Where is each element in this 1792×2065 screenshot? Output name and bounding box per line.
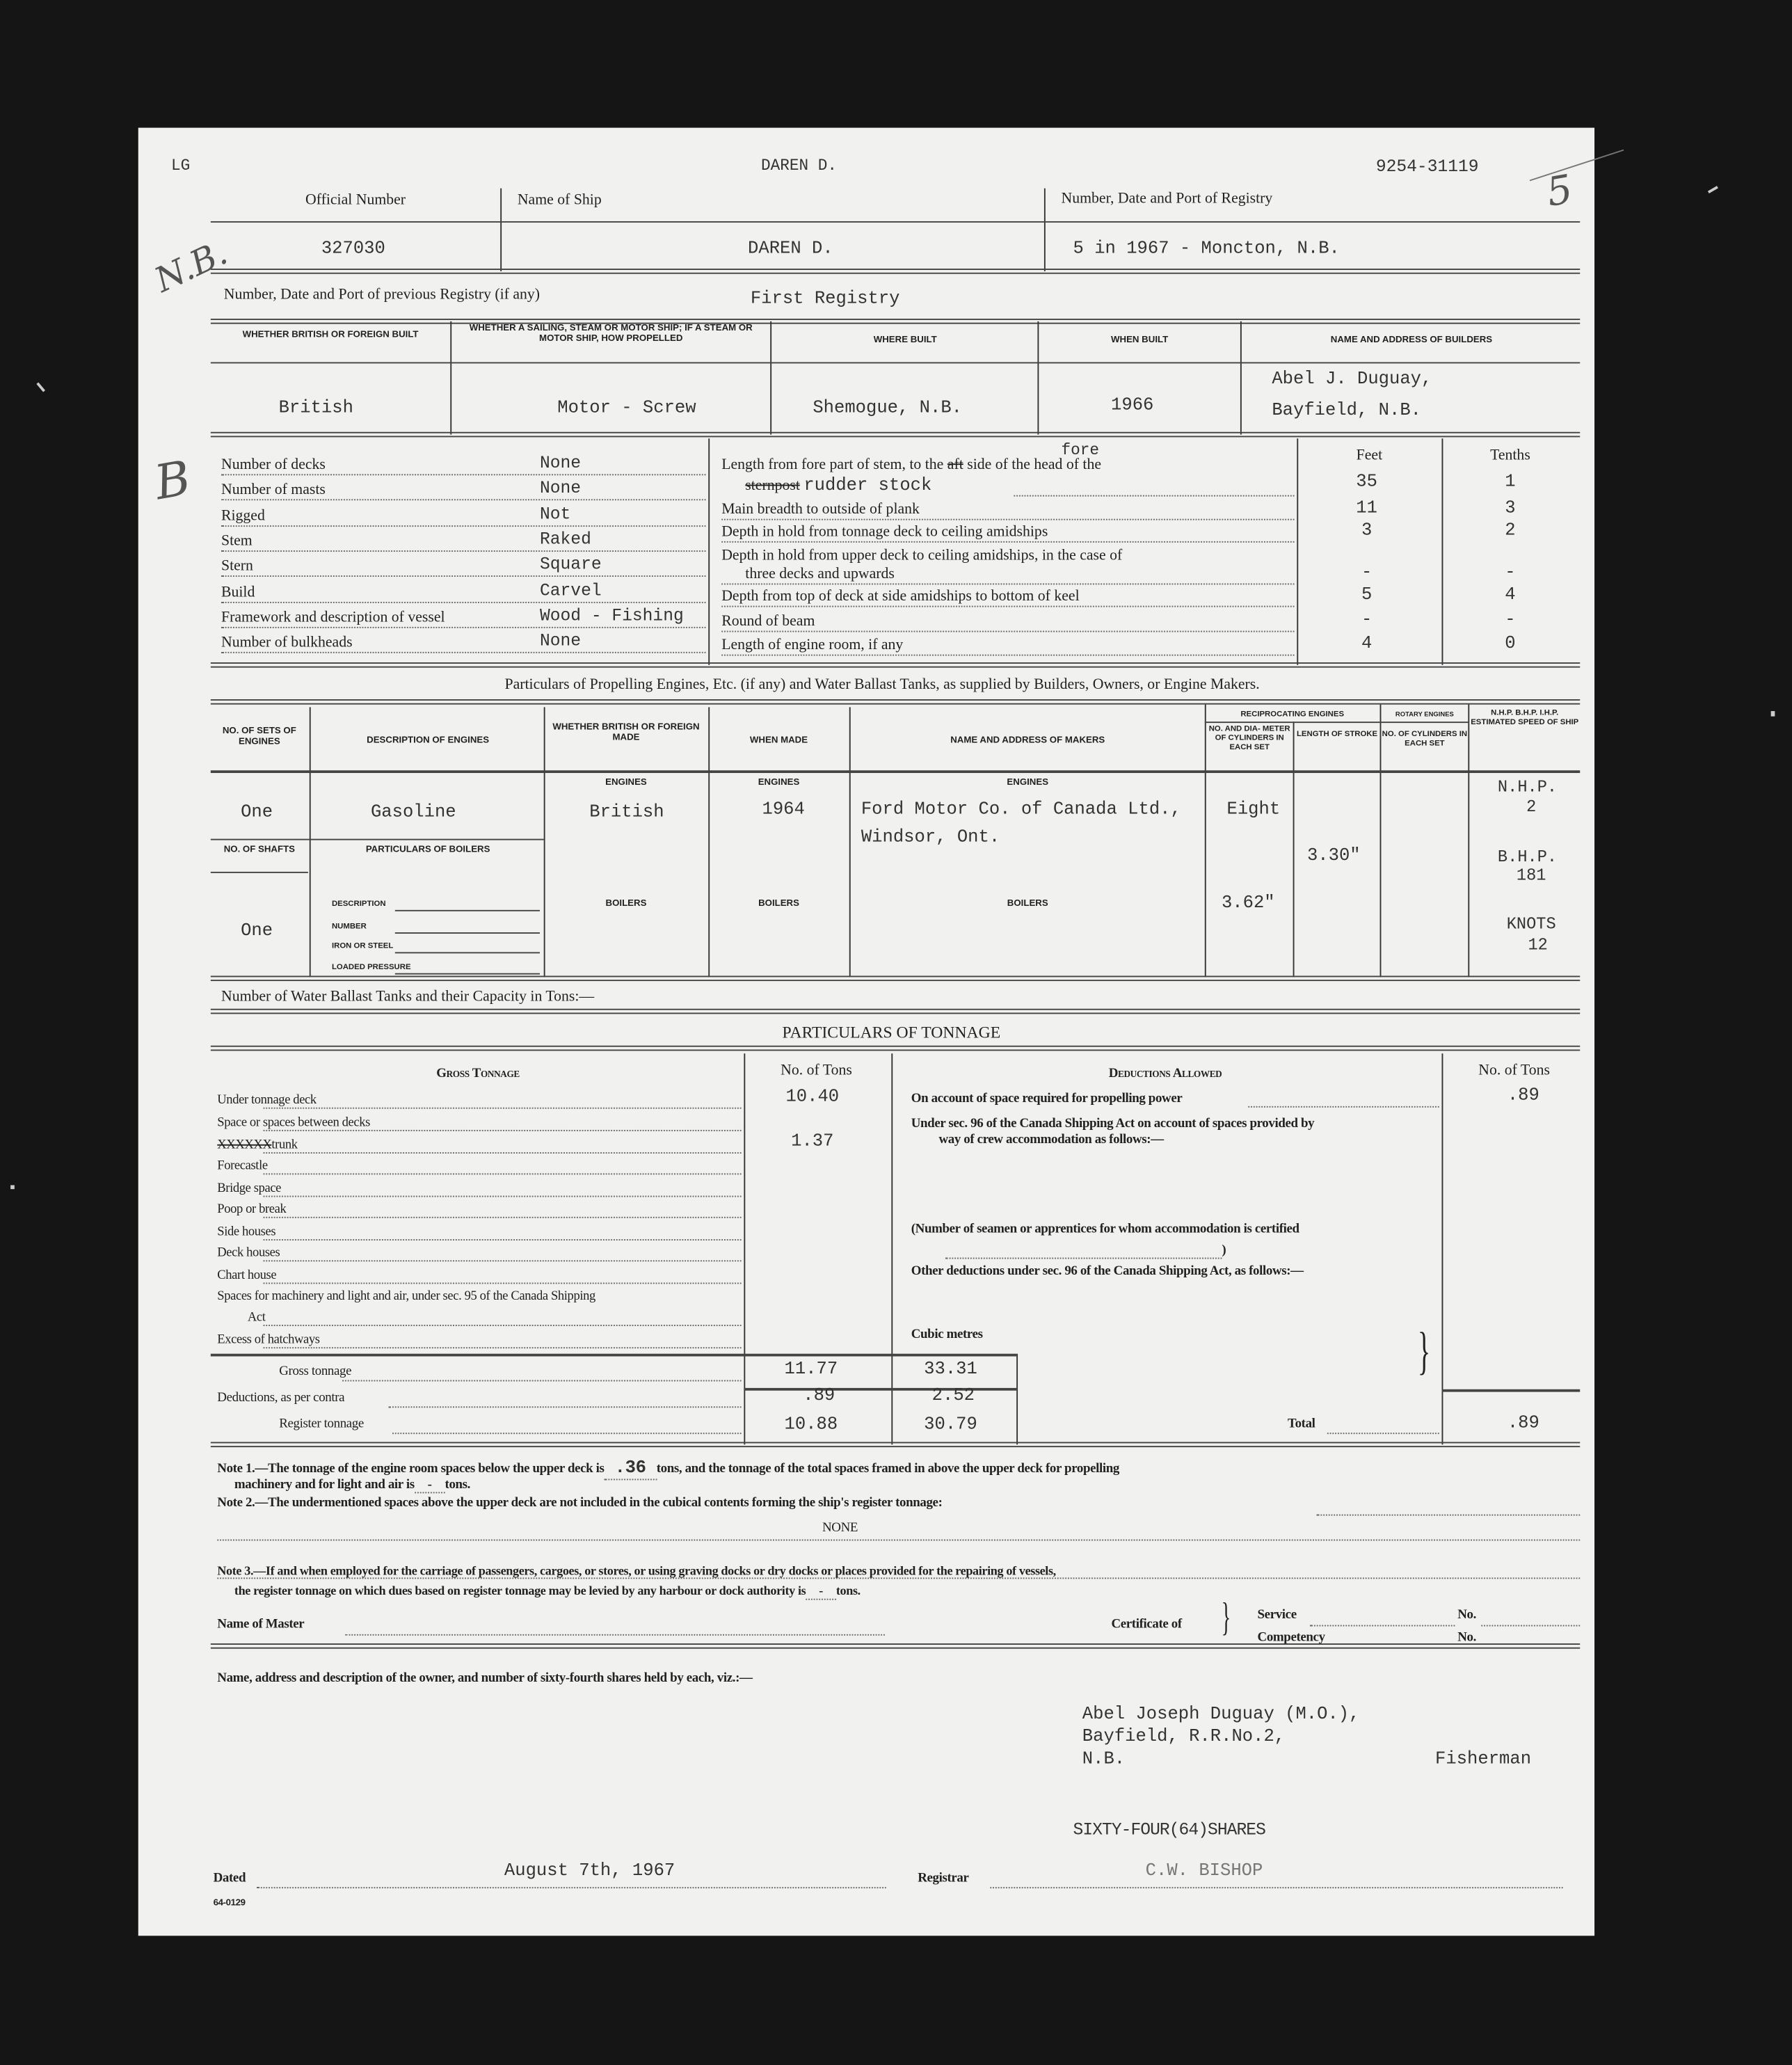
boilers-subheader: BOILERS (758, 899, 799, 909)
header-reciprocating: RECIPROCATING ENGINES (1240, 711, 1345, 719)
measurement-label-cont: three decks and upwards (745, 566, 895, 582)
file-number: 9254-31119 (1375, 157, 1479, 177)
stroke-length: 3.30" (1306, 847, 1361, 867)
measurement-label: Depth from top of deck at side amidships to bottom of keel (721, 589, 1080, 605)
owner-province: N.B. (1082, 1750, 1126, 1770)
gross-row-label: Under tonnage deck (217, 1092, 317, 1108)
measurement-tenths: 0 (1505, 635, 1516, 655)
measurement-tenths: - (1505, 564, 1516, 584)
measurement-tenths: 3 (1505, 499, 1516, 519)
cylinders: Eight (1226, 800, 1281, 821)
dotted-leader (264, 1196, 742, 1197)
header-shafts: NO. OF SHAFTS (223, 845, 296, 855)
dotted-leader (221, 575, 706, 577)
measurement-feet: - (1361, 611, 1373, 631)
gross-row-label: Chart house (217, 1268, 277, 1283)
length-label-2: sternpost rudder stock (745, 477, 932, 497)
note-3-cont: the register tonnage on which dues based on register tonnage may be levied by any harbour or dock authority is - tons. (234, 1584, 861, 1599)
particular-label: Stem (221, 533, 253, 550)
dotted-leader (264, 1108, 742, 1109)
gross-row-label: Excess of hatchways (217, 1332, 320, 1348)
dotted-leader (721, 631, 1294, 632)
registrar-label: Registrar (918, 1871, 969, 1886)
dotted-leader (221, 652, 706, 653)
knots-value: 12 (1528, 936, 1548, 955)
bhp-label: B.H.P. (1497, 847, 1558, 867)
engine-description: Gasoline (370, 803, 456, 823)
register-tons: 10.88 (784, 1415, 838, 1436)
other-deductions-label: Other deductions under sec. 96 of the Canada Shipping Act, as follows:— (911, 1263, 1304, 1279)
deductions-contra-label: Deductions, as per contra (217, 1390, 345, 1405)
dated-label: Dated (213, 1871, 246, 1886)
gross-row-label: Spaces for machinery and light and air, under sec. 95 of the Canada Shipping (217, 1289, 595, 1304)
boilers-subheader: BOILERS (1007, 899, 1048, 909)
engine-when-made: 1964 (762, 800, 805, 821)
particular-value: Square (540, 554, 602, 575)
measurement-label: Depth in hold from upper deck to ceiling amidships, in the case of (721, 548, 1123, 564)
cylinder-diameter: 3.62" (1221, 894, 1275, 914)
particular-label: Number of masts (221, 481, 326, 498)
dotted-leader (221, 627, 706, 628)
measurement-tenths: - (1505, 611, 1516, 631)
nhp-value: 2 (1526, 797, 1537, 817)
header-rotary-cylinders: NO. OF CYLINDERS IN EACH SET (1382, 731, 1468, 749)
header-description-engines: DESCRIPTION OF ENGINES (367, 736, 490, 746)
header-sets-of-engines: NO. OF SETS OF ENGINES (222, 726, 296, 747)
gross-row-label: trunk (271, 1138, 298, 1153)
register-tonnage-label: Register tonnage (279, 1417, 364, 1432)
boilers-subheader: BOILERS (605, 899, 647, 909)
builder-address: Bayfield, N.B. (1272, 401, 1422, 422)
crew-accommodation-label: Under sec. 96 of the Canada Shipping Act on account of spaces provided by (911, 1117, 1315, 1131)
official-number: 327030 (321, 239, 385, 260)
seamen-label: (Number of seamen or apprentices for whom accommodation is certified (911, 1222, 1299, 1237)
boiler-field-label: IRON OR STEEL (331, 943, 394, 951)
particular-value: None (540, 478, 582, 498)
gross-row-label: Poop or break (217, 1202, 287, 1217)
engines-subheader: ENGINES (758, 778, 800, 788)
gross-tonnage-row (217, 1245, 280, 1260)
boiler-field-label: NUMBER (331, 923, 367, 932)
note-1-cont: machinery and for light and air is - tons. (234, 1477, 471, 1492)
competency-label: Competency (1257, 1630, 1325, 1645)
dotted-leader (264, 1152, 742, 1154)
gross-row-label: Forecastle (217, 1158, 268, 1174)
header-when-made: WHEN MADE (749, 736, 808, 746)
dotted-leader (221, 550, 706, 552)
tons-header: No. of Tons (781, 1062, 852, 1079)
ship-name-header: DAREN D. (760, 157, 838, 175)
gross-tonnage-row (217, 1093, 317, 1108)
header-propulsion: WHETHER A SAILING, STEAM OR MOTOR SHIP; IF A STEAM OR MOTOR SHIP, HOW PROPELLED (469, 324, 753, 344)
previous-registry-value: First Registry (750, 289, 900, 310)
particular-value: Wood - Fishing (540, 605, 684, 626)
measurement-feet: 4 (1361, 635, 1373, 655)
measurement-label: Main breadth to outside of plank (721, 502, 920, 518)
maker-name: Ford Motor Co. of Canada Ltd., (861, 800, 1181, 821)
dotted-leader (264, 1130, 742, 1131)
engines-subheader: ENGINES (1007, 778, 1049, 788)
master-label: Name of Master (217, 1617, 305, 1632)
ship-name: DAREN D. (748, 239, 833, 260)
measurement-feet: - (1361, 564, 1373, 584)
pen-stroke (1530, 150, 1624, 182)
note-1: Note 1.—The tonnage of the engine room spaces below the upper deck is .36 tons, and the tonnage of the total spaces framed in above the upper deck for propelling (217, 1459, 1120, 1479)
engine-british-foreign: British (589, 803, 664, 823)
header-when-built: WHEN BUILT (1111, 335, 1169, 345)
gross-row-label: Space or spaces between decks (217, 1115, 370, 1130)
shafts-value: One (241, 921, 273, 942)
propelling-power-value: .89 (1507, 1086, 1539, 1106)
knots-label: KNOTS (1506, 915, 1556, 934)
measurement-tenths: 4 (1505, 586, 1516, 606)
measurement-feet: 11 (1356, 499, 1377, 519)
gross-tonnage-row (217, 1289, 595, 1304)
gross-tonnage-row (217, 1332, 319, 1347)
tenths-header: Tenths (1490, 447, 1530, 464)
engine-sets: One (241, 803, 273, 823)
boiler-field-label: LOADED PRESSURE (331, 964, 411, 972)
dotted-leader (264, 1347, 742, 1348)
dated-value: August 7th, 1967 (504, 1862, 675, 1882)
crew-accommodation-label-2: way of crew accommodation as follows:— (938, 1132, 1164, 1147)
measurement-tenths: 2 (1505, 521, 1516, 541)
owner-name: Abel Joseph Duguay (M.O.), (1082, 1705, 1360, 1725)
header-builders: NAME AND ADDRESS OF BUILDERS (1330, 335, 1493, 345)
dotted-leader (721, 606, 1294, 607)
dotted-leader (264, 1239, 742, 1241)
propelling-power-label: On account of space required for propelling power (911, 1092, 1183, 1106)
registrar-value: C.W. BISHOP (1145, 1862, 1263, 1882)
boiler-field-line (395, 952, 540, 953)
struck-text: XXXXXX (217, 1138, 272, 1153)
gross-row-label-cont: Act (247, 1310, 266, 1325)
maker-address: Windsor, Ont. (861, 828, 1000, 848)
owner-address: Bayfield, R.R.No.2, (1082, 1728, 1286, 1748)
owner-occupation: Fisherman (1435, 1750, 1532, 1770)
header-stroke: LENGTH OF STROKE (1296, 731, 1378, 739)
length-feet: 35 (1356, 472, 1377, 493)
note-3: Note 3.—If and when employed for the carriage of passengers, cargoes, or stores, or using graving docks or dry docks or places provided for the repairing of vessels, (217, 1564, 1056, 1579)
competency-no-label: No. (1457, 1630, 1476, 1645)
registry-number-date-port: 5 in 1967 - Moncton, N.B. (1073, 239, 1340, 260)
propulsion: Motor - Screw (557, 399, 696, 419)
header-makers: NAME AND ADDRESS OF MAKERS (950, 736, 1105, 746)
gross-tonnage-label: Gross tonnage (279, 1364, 352, 1379)
boiler-field-line (395, 973, 540, 975)
margin-note-nb: N.B. (149, 233, 234, 301)
particular-label: Framework and description of vessel (221, 609, 445, 626)
builder-name: Abel J. Duguay, (1272, 369, 1432, 390)
particular-label: Rigged (221, 508, 265, 525)
registry-number-label: Number, Date and Port of Registry (1061, 191, 1273, 207)
length-tenths: 1 (1505, 472, 1516, 493)
tons-header-2: No. of Tons (1478, 1062, 1550, 1079)
particular-label: Number of bulkheads (221, 635, 353, 651)
gross-tonnage-row (217, 1181, 281, 1196)
service-no-label: No. (1457, 1607, 1476, 1622)
header-rotary: ROTARY ENGINES (1395, 711, 1454, 719)
dotted-leader (221, 474, 706, 475)
particular-value: None (540, 453, 582, 473)
gross-tonnage-m3: 33.31 (924, 1360, 977, 1380)
header-cylinder-diameter: NO. AND DIA- METER OF CYLINDERS IN EACH SET (1208, 725, 1290, 752)
dotted-leader (221, 499, 706, 500)
dotted-leader (721, 519, 1294, 520)
dotted-leader (264, 1217, 742, 1218)
form-code: LG (171, 157, 191, 175)
particular-label: Number of decks (221, 456, 326, 473)
gross-tonnage-tons: 11.77 (784, 1360, 838, 1380)
particular-value: None (540, 630, 582, 651)
total-value: .89 (1507, 1414, 1539, 1435)
certificate-label: Certificate of (1111, 1617, 1182, 1632)
engines-title: Particulars of Propelling Engines, Etc. (if any) and Water Ballast Tanks, as supplied by Builders, Owners, or Engine Makers. (504, 676, 1260, 693)
dotted-leader (264, 1282, 742, 1284)
previous-registry-label: Number, Date and Port of previous Registry (if any) (223, 287, 541, 303)
dotted-leader (221, 602, 706, 603)
header-boilers: PARTICULARS OF BOILERS (365, 845, 490, 855)
dotted-leader (221, 525, 706, 527)
gross-row-value: 1.37 (791, 1132, 834, 1153)
when-built: 1966 (1111, 396, 1154, 417)
header-power-speed: N.H.P. B.H.P. I.H.P. ESTIMATED SPEED OF SHIP (1471, 710, 1579, 727)
measurement-label: Length of engine room, if any (721, 637, 904, 653)
paren-close: ) (1222, 1243, 1226, 1258)
water-ballast-label: Number of Water Ballast Tanks and their Capacity in Tons:— (221, 989, 595, 1005)
deductions-tons: .89 (803, 1387, 835, 1407)
gross-row-label: Side houses (217, 1225, 276, 1240)
measurement-feet: 5 (1361, 586, 1373, 606)
note-2-value: NONE (819, 1521, 861, 1536)
british-or-foreign: British (278, 399, 353, 419)
deductions-header: Deductions Allowed (1108, 1067, 1222, 1081)
register-m3: 30.79 (924, 1415, 977, 1436)
margin-note-b: B (150, 452, 195, 511)
boiler-field-label: DESCRIPTION (331, 900, 386, 909)
particular-value: Raked (540, 529, 591, 550)
engines-subheader: ENGINES (605, 778, 647, 788)
dotted-leader (264, 1260, 742, 1261)
header-where-built: WHERE BUILT (873, 335, 937, 345)
service-label: Service (1257, 1607, 1297, 1622)
measurement-label: Round of beam (721, 613, 815, 630)
gross-tonnage-row (217, 1225, 275, 1239)
gross-row-label: Deck houses (217, 1245, 280, 1261)
dotted-leader (721, 655, 1294, 656)
particular-label: Build (221, 584, 255, 601)
gross-tonnage-row (217, 1202, 286, 1217)
bhp-value: 181 (1516, 866, 1546, 885)
gross-row-label: Bridge space (217, 1181, 282, 1196)
gross-tonnage-header: Gross Tonnage (436, 1067, 520, 1081)
page-mark: 5 (1543, 166, 1576, 217)
brace-icon: } (1418, 1321, 1431, 1380)
measurement-label: Depth in hold from tonnage deck to ceiling amidships (721, 524, 1048, 541)
header-british-foreign-made: WHETHER BRITISH OR FOREIGN MADE (552, 723, 700, 743)
where-built: Shemogue, N.B. (813, 399, 963, 419)
boiler-field-line (395, 910, 540, 911)
length-label: Length from fore part of stem, to the aft fore side of the head of the (721, 441, 1102, 473)
total-label: Total (1288, 1417, 1315, 1432)
gross-tonnage-row (217, 1268, 276, 1283)
particular-label: Stern (221, 558, 253, 575)
particular-value: Not (540, 504, 571, 525)
dotted-leader (721, 541, 1294, 543)
tonnage-title: PARTICULARS OF TONNAGE (782, 1023, 1001, 1042)
gross-row-value: 10.40 (785, 1087, 840, 1108)
dotted-leader (264, 1325, 742, 1326)
owner-shares: SIXTY-FOUR(64)SHARES (1073, 1819, 1265, 1840)
gross-tonnage-row (217, 1115, 370, 1130)
gross-tonnage-row (217, 1159, 267, 1174)
nhp-label: N.H.P. (1497, 778, 1558, 797)
dotted-leader (264, 1173, 742, 1174)
owner-label: Name, address and description of the owner, and number of sixty-fourth shares held by each, viz.:— (217, 1671, 753, 1686)
official-number-label: Official Number (305, 192, 406, 209)
brace-icon: } (1221, 1595, 1231, 1640)
gross-tonnage-row (217, 1138, 297, 1152)
form-number: 64-0129 (213, 1899, 246, 1908)
cubic-metres-label: Cubic metres (911, 1327, 983, 1342)
note-2: Note 2.—The undermentioned spaces above the upper deck are not included in the cubical contents forming the ship's register tonnage: (217, 1496, 943, 1510)
particular-value: Carvel (540, 580, 602, 601)
name-of-ship-label: Name of Ship (517, 192, 602, 209)
deductions-m3: 2.52 (931, 1387, 975, 1407)
dotted-leader (721, 583, 1294, 584)
feet-header: Feet (1356, 447, 1383, 464)
boiler-field-line (395, 932, 540, 934)
header-british-foreign: WHETHER BRITISH OR FOREIGN BUILT (242, 330, 419, 340)
measurement-feet: 3 (1361, 521, 1373, 541)
